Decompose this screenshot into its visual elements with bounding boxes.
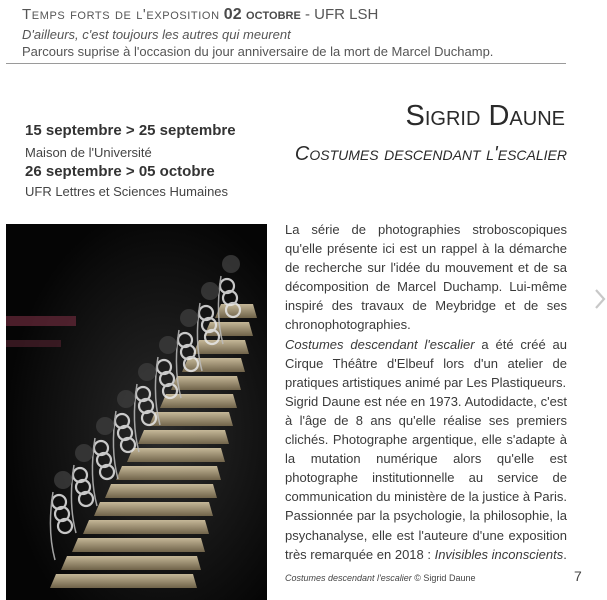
- body-paragraph-3: [285, 392, 567, 564]
- header-tagline: Parcours suprise à l'occasion du jour anniversaire de la mort de Marcel Duchamp.: [22, 44, 494, 59]
- body-text: [285, 220, 567, 564]
- stair-step: [105, 484, 217, 498]
- header-title-suffix: - UFR LSH: [300, 6, 379, 23]
- schedule-end-2: 05 octobre: [138, 163, 215, 180]
- artist-name: Sigrid Daune: [405, 100, 565, 132]
- schedule-sep-1: >: [121, 122, 139, 139]
- schedule-place-2: UFR Lettres et Sciences Humaines: [25, 184, 229, 199]
- body-p3-text: Sigrid Daune est née en 1973. Autodidacte, c'est à l'âge de 8 ans qu'elle réalise ses premiers clichés. Photographe argentique, elle s'adapte à la mutation numérique alors qu'elle est photographe institutionnelle au service de communication du ministère de la justice à Paris. Passionnée par la psychologie, la philosophie, la psychanalyse, elle est l'auteure d'une exposition très remarquée en 2018 :: [285, 393, 567, 562]
- stair-step: [138, 430, 229, 444]
- schedule-dates-2: [25, 163, 215, 180]
- body-paragraph-1: La série de photographies stroboscopiques qu'elle présente ici est un rappel à la démarche de recherche sur l'idée du mouvement et de sa décomposition de Marcel Duchamp. Lui-même inspiré des travaux de Meybridge et de ses chronophotographies.: [285, 222, 567, 333]
- stair-step: [160, 394, 237, 408]
- schedule-start-2: 26 septembre: [25, 163, 122, 180]
- stair-step: [94, 502, 213, 516]
- artwork-photo-graphic: [6, 224, 267, 600]
- body-p2-rest: a été créé au Cirque Théâtre d'Elbeuf lors d'un atelier de pratiques artistiques animé par Les Plastiqueurs.: [285, 336, 567, 390]
- stair-step: [83, 520, 209, 534]
- schedule-dates-1: [25, 122, 236, 139]
- header-title-date: 02 octobre: [223, 6, 301, 23]
- header-title-prefix: Temps forts de l'exposition: [22, 6, 220, 23]
- header-subtitle: D'ailleurs, c'est toujours les autres qui meurent: [22, 27, 291, 42]
- caption-title: Costumes descendant l'escalier: [285, 573, 412, 583]
- body-p3-end: .: [563, 546, 567, 562]
- body-p3-title: Invisibles inconscients: [434, 546, 564, 562]
- header-title: [22, 6, 378, 24]
- header-divider: [6, 63, 566, 64]
- stair-step: [72, 538, 205, 552]
- schedule-start-1: 15 septembre: [25, 122, 122, 139]
- artwork-photo: [6, 224, 267, 600]
- stair-step: [116, 466, 221, 480]
- stair-step: [149, 412, 233, 426]
- page-number: 7: [574, 568, 582, 584]
- chevron-right-icon[interactable]: [593, 287, 607, 311]
- body-p2-title: Costumes descendant l'escalier: [285, 336, 475, 352]
- schedule-end-1: 25 septembre: [138, 122, 236, 139]
- stair-step: [127, 448, 225, 462]
- work-title: Costumes descendant l'escalier: [294, 143, 567, 165]
- stair-step: [171, 376, 241, 390]
- schedule-place-1: Maison de l'Université: [25, 145, 152, 160]
- stair-step: [50, 574, 197, 588]
- photo-caption: [285, 573, 475, 583]
- caption-credit: © Sigrid Daune: [411, 573, 476, 583]
- stair-step: [61, 556, 201, 570]
- schedule-sep-2: >: [121, 163, 139, 180]
- stair-step: [193, 340, 249, 354]
- body-paragraph-2: [285, 335, 567, 392]
